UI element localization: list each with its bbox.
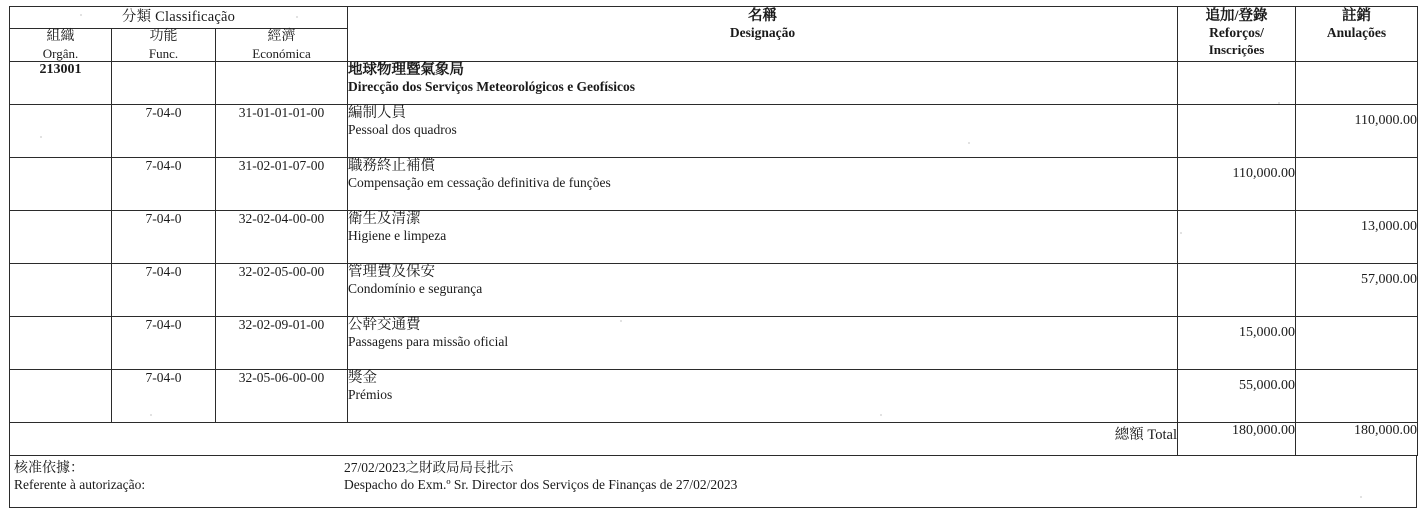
- header-classification-group: 分類 Classificação: [10, 7, 348, 29]
- table-row: [10, 157, 1418, 210]
- entity-cancel-blank: [1296, 61, 1418, 104]
- header-cancel: [1296, 7, 1418, 62]
- row-func: 7-04-0: [112, 210, 216, 263]
- header-designation-pt: Designação: [729, 25, 796, 41]
- entity-name: [348, 61, 1178, 104]
- row-designation: [348, 263, 1178, 316]
- row-org: [10, 369, 112, 422]
- header-increase-pt2: Inscrições: [1208, 42, 1265, 57]
- row-increase: [1178, 104, 1296, 157]
- row-func: 7-04-0: [112, 157, 216, 210]
- header-org-pt: Orgân.: [42, 45, 79, 61]
- scan-speck: [1360, 496, 1362, 498]
- row-designation-zh: 公幹交通費: [348, 316, 421, 333]
- table-row: [10, 104, 1418, 157]
- table-row: [10, 263, 1418, 316]
- row-func: 7-04-0: [112, 369, 216, 422]
- scan-speck: [296, 16, 298, 18]
- row-increase: [1178, 263, 1296, 316]
- entity-econ-blank: [216, 61, 348, 104]
- row-increase: 110,000.00: [1178, 157, 1296, 210]
- total-cancel: 180,000.00: [1296, 422, 1418, 455]
- budget-table: [9, 6, 1418, 456]
- row-cancel: [1296, 157, 1418, 210]
- total-label-pt: Total: [1147, 426, 1177, 443]
- row-increase: 55,000.00: [1178, 369, 1296, 422]
- total-row: [10, 422, 1418, 455]
- authorization-value-pt: Despacho do Exm.º Sr. Director dos Serviços de Finanças de 27/02/2023: [344, 476, 738, 492]
- row-cancel: [1296, 369, 1418, 422]
- scan-speck: [620, 320, 622, 322]
- header-cancel-zh: 註銷: [1342, 8, 1371, 24]
- row-designation-pt: Compensação em cessação definitiva de funções: [348, 175, 611, 191]
- scan-speck: [880, 414, 882, 416]
- entity-row: [10, 61, 1418, 104]
- budget-alteration-sheet: [0, 6, 1426, 513]
- row-increase: 15,000.00: [1178, 316, 1296, 369]
- header-increase: [1178, 7, 1296, 62]
- row-econ: 31-01-01-01-00: [216, 104, 348, 157]
- row-designation: [348, 369, 1178, 422]
- entity-org-code: 213001: [10, 61, 112, 104]
- row-econ: 32-02-04-00-00: [216, 210, 348, 263]
- header-increase-pt: Reforços/: [1209, 25, 1264, 41]
- table-body: [10, 61, 1418, 455]
- row-func: 7-04-0: [112, 263, 216, 316]
- row-cancel: [1296, 316, 1418, 369]
- row-designation-zh: 編制人員: [348, 104, 406, 121]
- row-org: [10, 316, 112, 369]
- header-func-pt: Func.: [148, 45, 179, 61]
- total-increase: 180,000.00: [1178, 422, 1296, 455]
- scan-speck: [968, 142, 970, 144]
- row-org: [10, 157, 112, 210]
- row-org: [10, 104, 112, 157]
- authorization-label: [10, 456, 344, 494]
- scan-speck: [1180, 232, 1182, 234]
- row-cancel: 110,000.00: [1296, 104, 1418, 157]
- authorization-footer: [9, 456, 1417, 508]
- header-designation-zh: 名稱: [748, 8, 777, 24]
- header-cancel-pt: Anulações: [1326, 25, 1387, 41]
- row-designation-pt: Condomínio e segurança: [348, 281, 483, 297]
- header-org-zh: 組織: [46, 29, 75, 44]
- scan-speck: [150, 414, 152, 416]
- table-row: [10, 210, 1418, 263]
- row-designation-pt: Higiene e limpeza: [348, 228, 447, 244]
- row-designation-zh: 獎金: [348, 369, 377, 386]
- entity-increase-blank: [1178, 61, 1296, 104]
- row-designation: [348, 104, 1178, 157]
- row-econ: 32-02-05-00-00: [216, 263, 348, 316]
- header-row-group: [10, 7, 1418, 29]
- row-designation: [348, 316, 1178, 369]
- row-designation: [348, 210, 1178, 263]
- header-econ-pt: Económica: [252, 45, 311, 61]
- authorization-value-zh: 27/02/2023之財政局局長批示: [344, 459, 514, 475]
- entity-func-blank: [112, 61, 216, 104]
- header-func-zh: 功能: [149, 29, 178, 44]
- row-func: 7-04-0: [112, 104, 216, 157]
- authorization-label-zh: 核准依據：: [14, 460, 84, 476]
- header-increase-zh: 追加/登錄: [1205, 8, 1268, 24]
- row-designation-pt: Pessoal dos quadros: [348, 122, 457, 138]
- table-head: [10, 7, 1418, 62]
- row-cancel: 13,000.00: [1296, 210, 1418, 263]
- entity-name-pt: Direcção dos Serviços Meteorológicos e Geofísicos: [348, 79, 636, 95]
- row-org: [10, 263, 112, 316]
- row-designation-zh: 管理費及保安: [348, 263, 435, 280]
- row-econ: 32-02-09-01-00: [216, 316, 348, 369]
- row-econ: 31-02-01-07-00: [216, 157, 348, 210]
- header-econ-zh: 經濟: [267, 29, 296, 44]
- scan-speck: [80, 14, 82, 16]
- header-func: [112, 29, 216, 62]
- row-org: [10, 210, 112, 263]
- row-designation-zh: 衛生及清潔: [348, 210, 421, 227]
- authorization-label-pt: Referente à autorização:: [14, 477, 146, 493]
- header-designation: [348, 7, 1178, 62]
- entity-name-zh: 地球物理暨氣象局: [348, 61, 464, 78]
- header-org: [10, 29, 112, 62]
- row-designation-pt: Passagens para missão oficial: [348, 334, 509, 350]
- authorization-value: [344, 456, 737, 494]
- scan-speck: [1278, 102, 1280, 104]
- row-econ: 32-05-06-00-00: [216, 369, 348, 422]
- table-row: [10, 316, 1418, 369]
- header-econ: [216, 29, 348, 62]
- total-label-zh: 總額: [1114, 426, 1144, 443]
- scan-speck: [40, 136, 42, 138]
- row-cancel: 57,000.00: [1296, 263, 1418, 316]
- table-row: [10, 369, 1418, 422]
- total-label: [10, 422, 1178, 455]
- row-designation-pt: Prémios: [348, 387, 393, 403]
- row-func: 7-04-0: [112, 316, 216, 369]
- row-designation: [348, 157, 1178, 210]
- row-increase: [1178, 210, 1296, 263]
- row-designation-zh: 職務終止補償: [348, 157, 435, 174]
